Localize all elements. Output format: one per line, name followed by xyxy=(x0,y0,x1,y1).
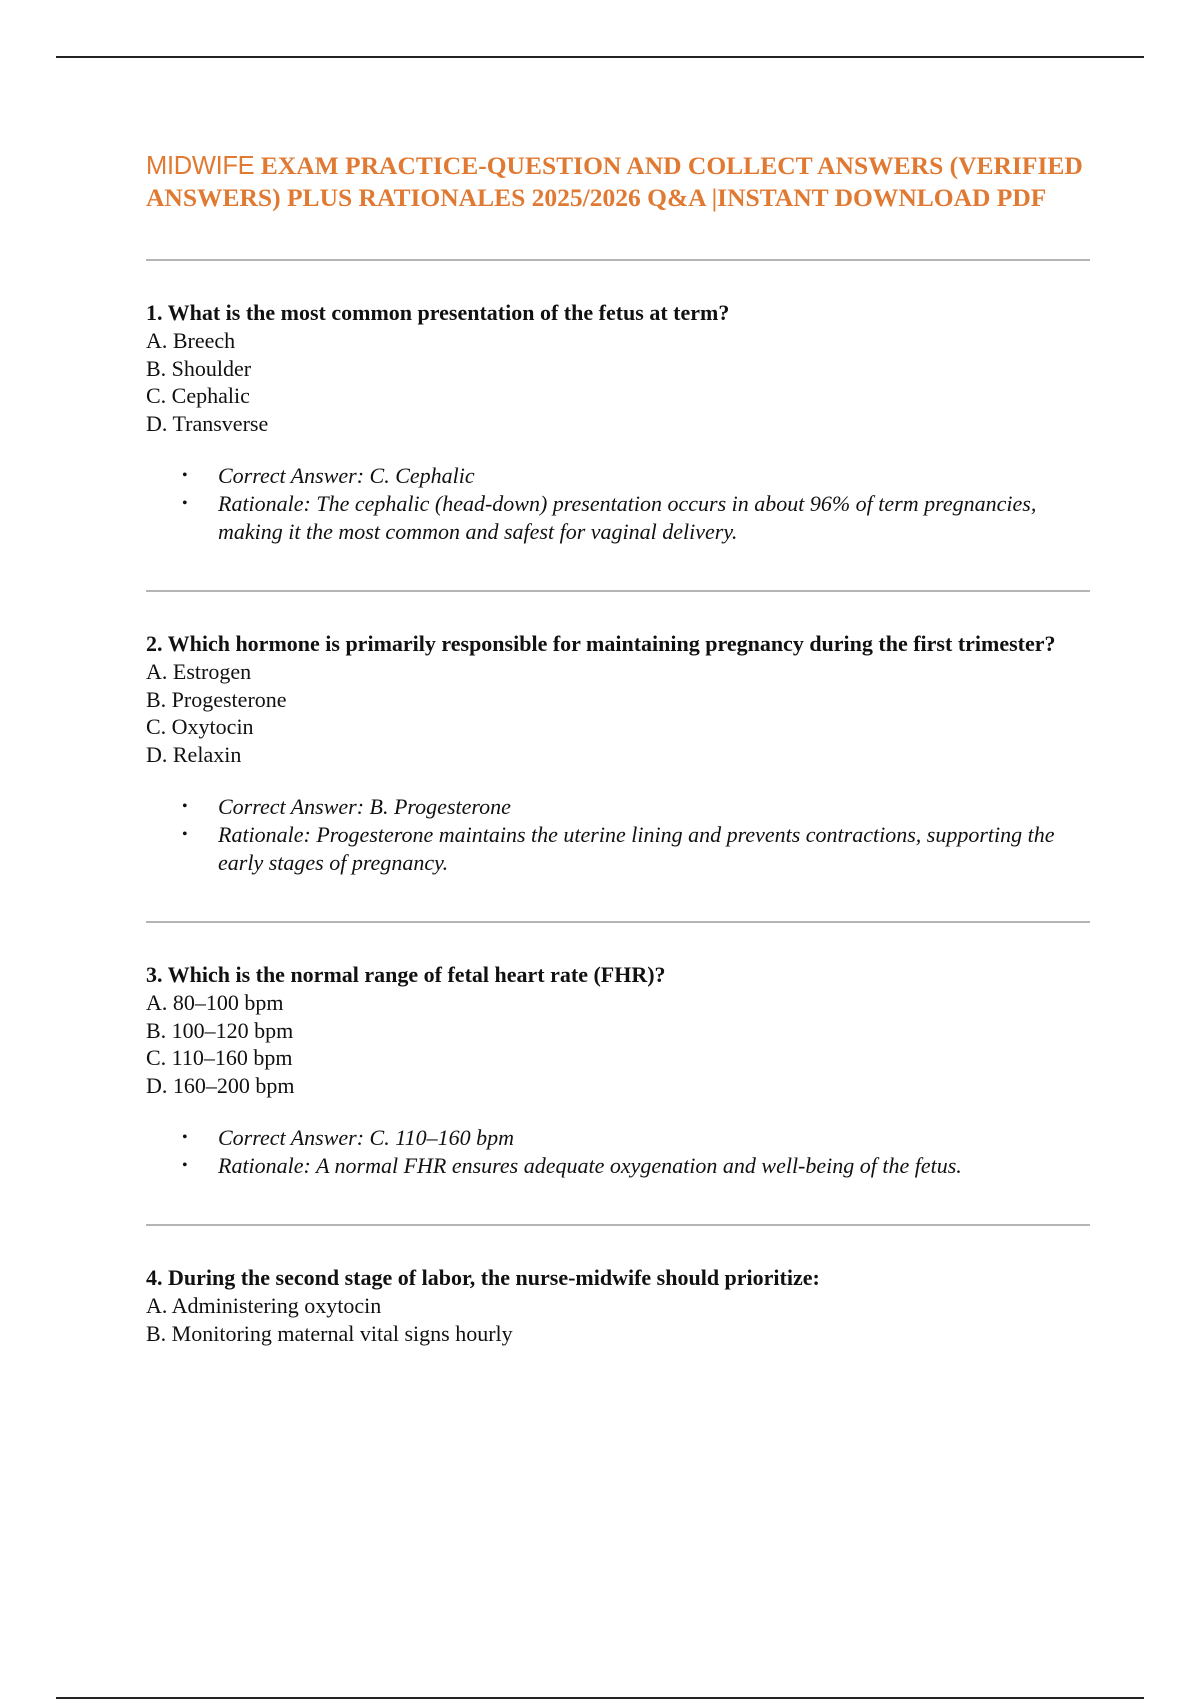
document-title-rest: EXAM PRACTICE-QUESTION AND COLLECT ANSWERS (VERIFIED ANSWERS) PLUS RATIONALES 2025/2026 Q&A |INSTANT DOWNLOAD PDF xyxy=(146,151,1083,212)
question-text: 3. Which is the normal range of fetal heart rate (FHR)? xyxy=(146,962,666,987)
option-b: B. Progesterone xyxy=(146,686,287,712)
bullet-icon: • xyxy=(182,826,188,843)
bullet-icon: • xyxy=(182,467,188,484)
rationale xyxy=(182,490,1090,546)
answer-list xyxy=(146,462,1090,546)
document-title xyxy=(146,150,1090,214)
bullet-icon: • xyxy=(182,495,188,512)
correct-answer-text: Correct Answer: C. Cephalic xyxy=(218,463,475,488)
option-b: B. 100–120 bpm xyxy=(146,1017,294,1043)
rationale xyxy=(182,821,1090,877)
option-b: B. Shoulder xyxy=(146,355,252,381)
page-top-rule xyxy=(56,56,1144,58)
answer-list xyxy=(146,793,1090,877)
rationale-text: Rationale: A normal FHR ensures adequate oxygenation and well-being of the fetus. xyxy=(218,1153,962,1178)
rationale-text: Rationale: Progesterone maintains the uterine lining and prevents contractions, supporting the early stages of pregnancy. xyxy=(218,822,1055,875)
question-4 xyxy=(146,1226,1090,1391)
option-c: C. Oxytocin xyxy=(146,714,254,739)
bullet-icon: • xyxy=(182,1129,188,1146)
correct-answer xyxy=(182,1124,1090,1152)
option-list xyxy=(146,989,1090,1099)
option-d: D. 160–200 bpm xyxy=(146,1072,295,1098)
option-d: D. Transverse xyxy=(146,410,269,436)
option-list xyxy=(146,327,1090,437)
bullet-icon: • xyxy=(182,1157,188,1174)
correct-answer xyxy=(182,462,1090,490)
option-a: A. 80–100 bpm xyxy=(146,990,284,1015)
question-text: 1. What is the most common presentation of the fetus at term? xyxy=(146,300,730,325)
document-body xyxy=(146,150,1090,1391)
option-b: B. Monitoring maternal vital signs hourly xyxy=(146,1320,513,1346)
page-bottom-rule xyxy=(56,1697,1144,1699)
option-d: D. Relaxin xyxy=(146,741,242,767)
rationale-text: Rationale: The cephalic (head-down) presentation occurs in about 96% of term pregnancies, making it the most common and safest for vaginal delivery. xyxy=(218,491,1037,544)
option-c: C. Cephalic xyxy=(146,383,250,408)
option-a: A. Estrogen xyxy=(146,659,252,684)
option-a: A. Administering oxytocin xyxy=(146,1293,382,1318)
option-list xyxy=(146,658,1090,768)
question-3 xyxy=(146,923,1090,1224)
correct-answer-text: Correct Answer: C. 110–160 bpm xyxy=(218,1125,514,1150)
question-1 xyxy=(146,261,1090,590)
option-list xyxy=(146,1292,1090,1347)
question-2 xyxy=(146,592,1090,921)
option-a: A. Breech xyxy=(146,328,236,353)
option-c: C. 110–160 bpm xyxy=(146,1045,293,1070)
answer-list xyxy=(146,1124,1090,1180)
correct-answer-text: Correct Answer: B. Progesterone xyxy=(218,794,511,819)
correct-answer xyxy=(182,793,1090,821)
question-text: 4. During the second stage of labor, the nurse-midwife should prioritize: xyxy=(146,1265,820,1290)
document-title-lead: MIDWIFE xyxy=(146,152,255,180)
question-text: 2. Which hormone is primarily responsible for maintaining pregnancy during the first trimester? xyxy=(146,631,1056,656)
bullet-icon: • xyxy=(182,798,188,815)
rationale xyxy=(182,1152,1090,1180)
